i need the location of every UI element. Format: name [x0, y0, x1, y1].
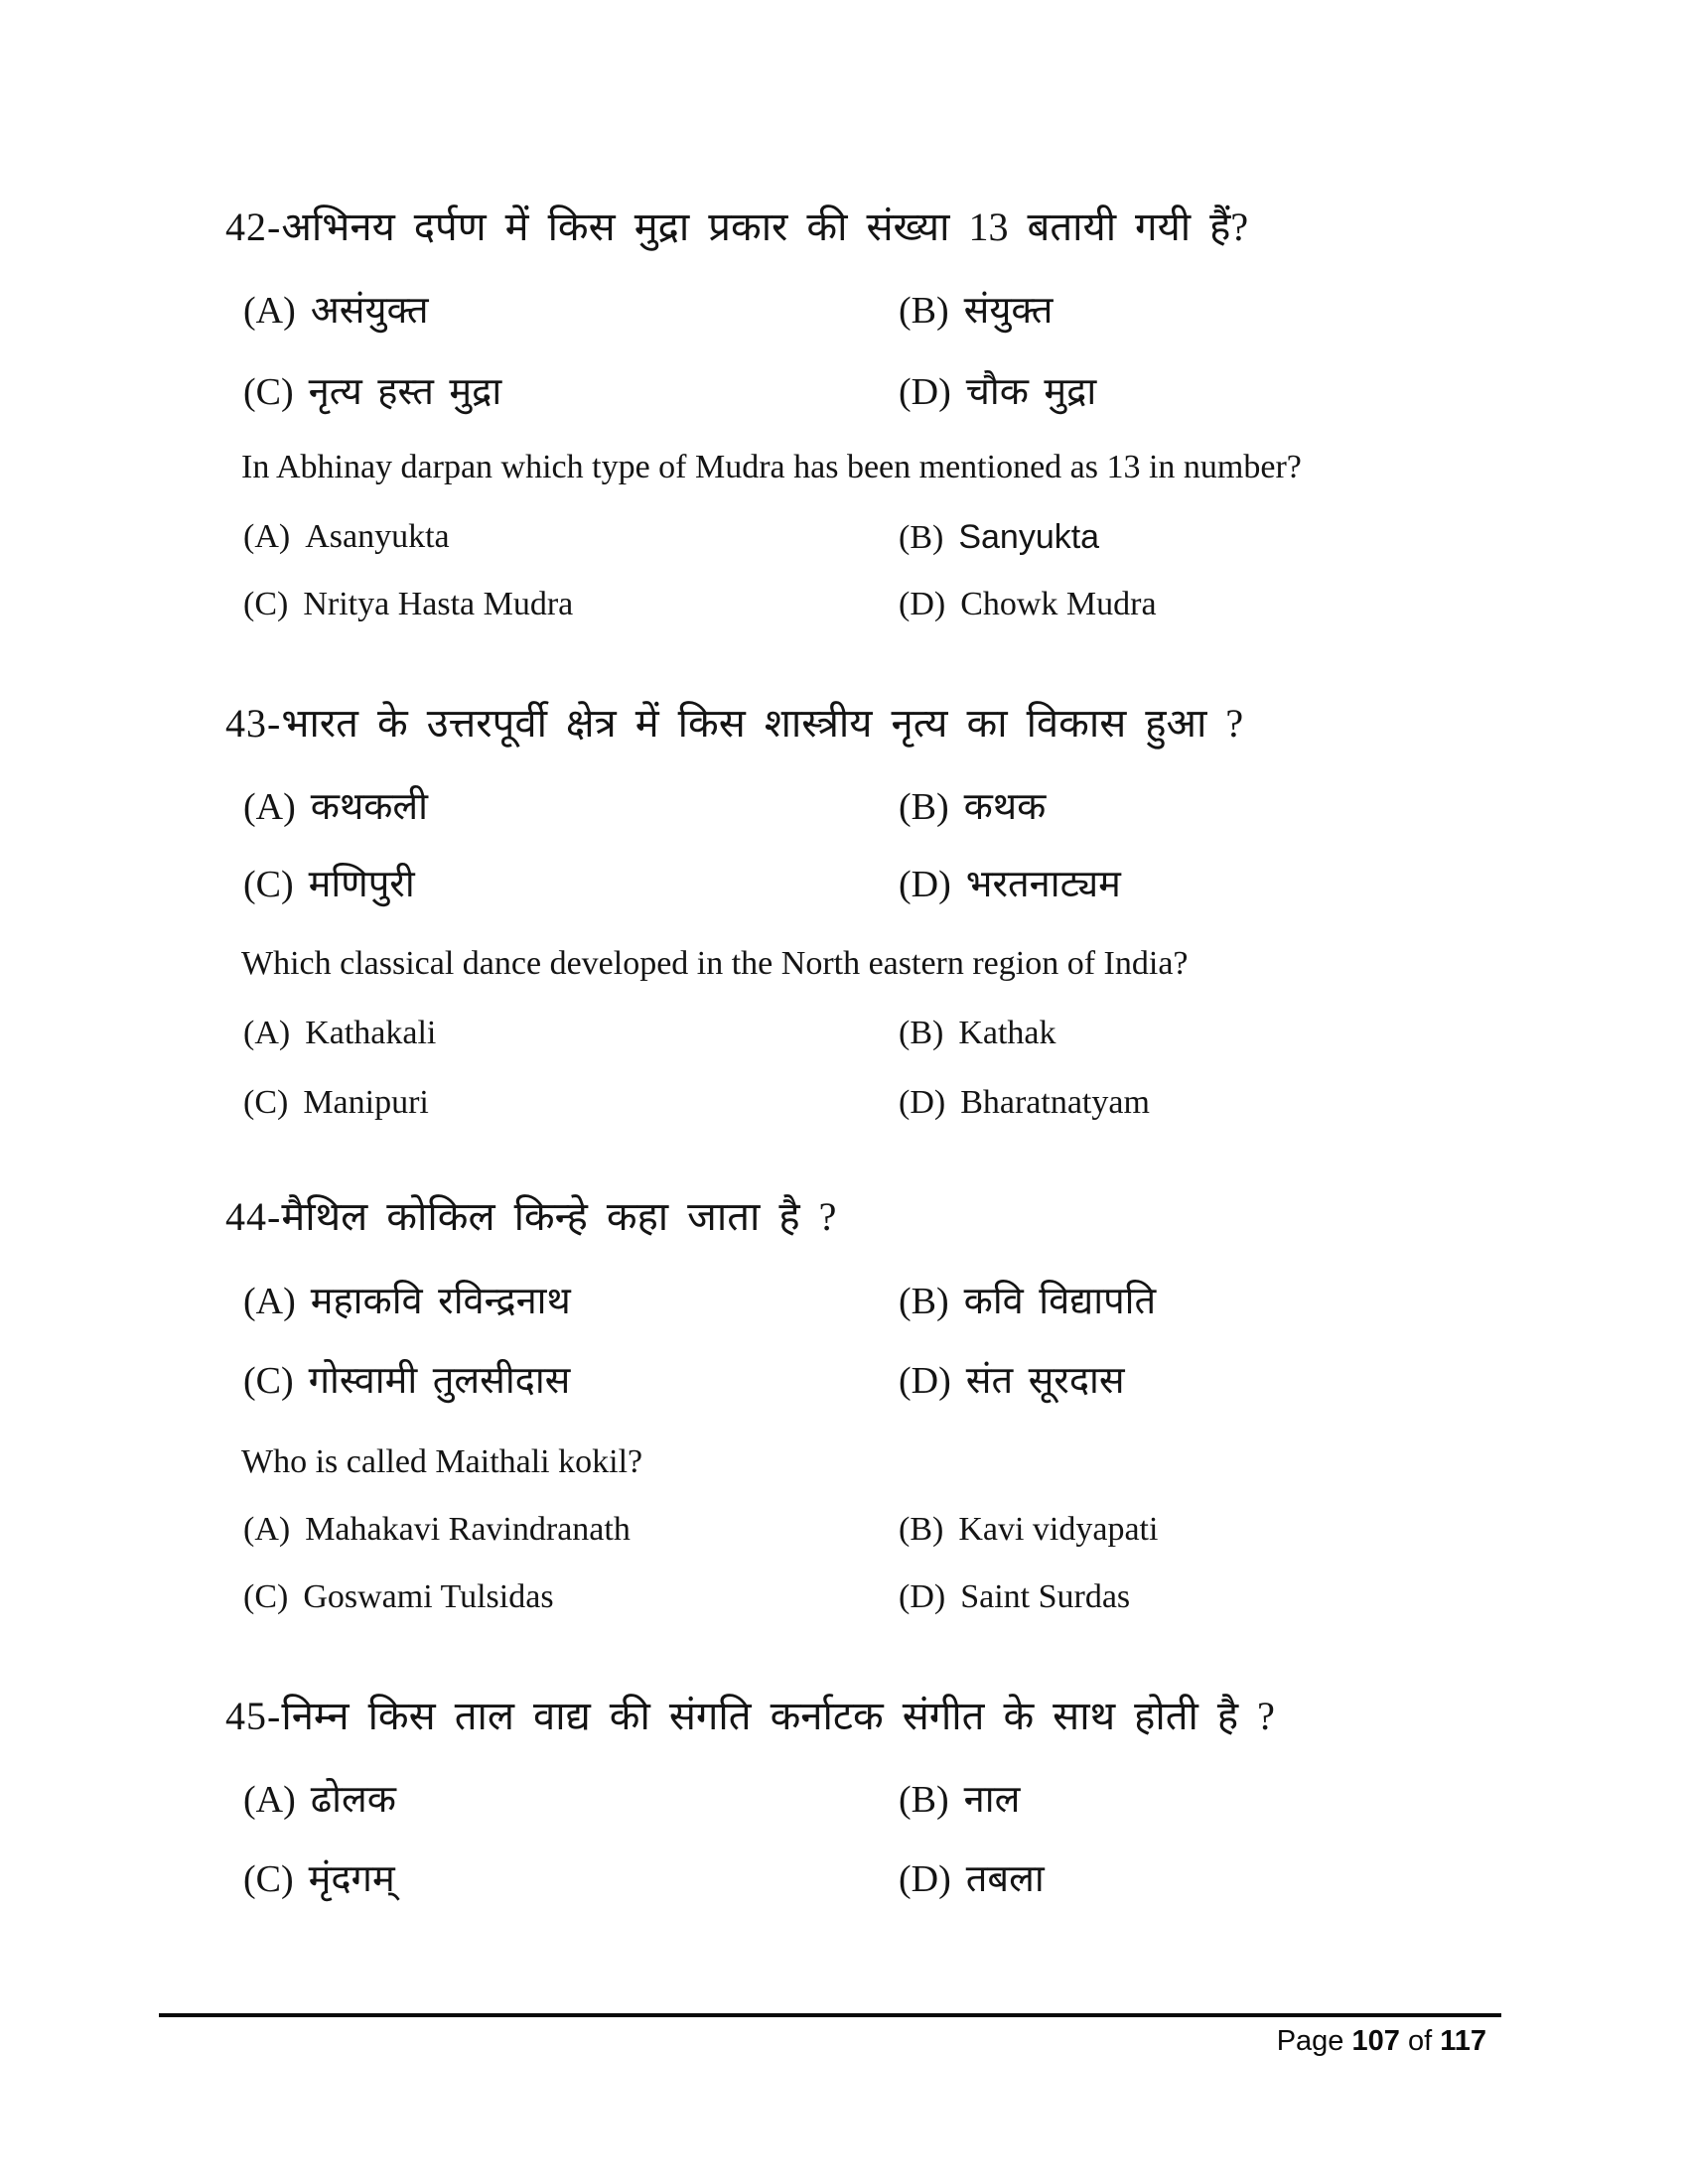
question-44-hindi-text: मैथिल कोकिल किन्हे कहा जाता है ?: [281, 1194, 837, 1239]
question-44-hindi-options-row-1: [0, 1279, 1688, 1330]
option-label: (D): [899, 586, 946, 622]
option-label: (A): [243, 786, 296, 828]
question-43-hindi-option-d: [899, 862, 1121, 907]
page-number-total: 117: [1440, 2025, 1486, 2057]
question-42-hindi-option-d: [899, 369, 1096, 415]
option-label: (C): [243, 1858, 294, 1900]
question-42-hindi-option-a: [243, 288, 429, 334]
option-text: कथक: [963, 786, 1047, 828]
question-42-hindi-option-b: [899, 288, 1053, 334]
question-43-number: 43-: [225, 701, 282, 746]
option-label: (A): [243, 1281, 296, 1322]
option-text: मणिपुरी: [308, 864, 415, 905]
option-text: ढोलक: [310, 1779, 396, 1821]
option-label: (A): [243, 1511, 291, 1548]
question-44-number: 44-: [225, 1194, 282, 1239]
option-text: Asanyukta: [305, 518, 450, 555]
option-text: भरतनाट्यम: [965, 864, 1121, 905]
option-label: (C): [243, 1578, 289, 1615]
question-45-hindi-line: [225, 1693, 1275, 1740]
option-label: (A): [243, 518, 291, 555]
question-44-english-options-row-1: [0, 1509, 1688, 1561]
option-text: असंयुक्त: [310, 290, 429, 332]
page-number-label: Page: [1276, 2025, 1344, 2057]
option-label: (B): [899, 786, 949, 828]
question-42-hindi-line: [225, 204, 1248, 251]
question-43-hindi-line: [225, 700, 1243, 748]
question-44-english-option-d: [899, 1576, 1130, 1618]
question-42-hindi-option-c: [243, 369, 501, 415]
option-label: (C): [243, 1360, 294, 1402]
option-text: संत सूरदास: [965, 1360, 1125, 1402]
question-42-english-option-c: [243, 584, 573, 625]
question-44-hindi-options-row-2: [0, 1358, 1688, 1410]
question-45-hindi-option-c: [243, 1856, 395, 1902]
option-text: संयुक्त: [963, 290, 1054, 332]
option-text: चौक मुद्रा: [965, 371, 1097, 413]
option-label: (A): [243, 1779, 296, 1821]
question-42-number: 42-: [225, 205, 282, 249]
question-43-hindi-text: भारत के उत्तरपूर्वी क्षेत्र में किस शास्त्रीय नृत्य का विकास हुआ ?: [281, 701, 1244, 746]
option-label: (D): [899, 1578, 946, 1615]
question-43-english-option-d: [899, 1082, 1150, 1124]
option-text: महाकवि रविन्द्रनाथ: [310, 1281, 571, 1322]
question-43-english-options-row-1: [0, 1013, 1688, 1064]
option-text: गोस्वामी तुलसीदास: [308, 1360, 571, 1402]
question-45-hindi-options-row-1: [0, 1777, 1688, 1829]
question-45-hindi-text: निम्न किस ताल वाद्य की संगति कर्नाटक संगीत के साथ होती है ?: [281, 1694, 1275, 1738]
page-number-of: of: [1407, 2025, 1433, 2057]
question-42-english-option-b: [899, 516, 1099, 559]
option-text: Kathakali: [305, 1015, 437, 1051]
option-label: (B): [899, 1511, 944, 1548]
option-text: Kathak: [958, 1015, 1056, 1051]
option-text: Manipuri: [303, 1084, 429, 1121]
question-43-english-text: Which classical dance developed in the North eastern region of India?: [241, 945, 1189, 982]
page-number-current: 107: [1351, 2025, 1400, 2057]
question-42-hindi-options-row-1: [0, 288, 1688, 340]
question-43-hindi-options-row-2: [0, 862, 1688, 913]
question-43-hindi-option-c: [243, 862, 415, 907]
option-text: नाल: [963, 1779, 1021, 1821]
option-label: (B): [899, 290, 949, 332]
question-45-hindi-option-a: [243, 1777, 396, 1823]
question-42-hindi-text: अभिनय दर्पण में किस मुद्रा प्रकार की संख्या 13 बतायी गयी हैं?: [281, 205, 1249, 249]
option-label: (B): [899, 519, 944, 556]
question-42-english-option-a: [243, 516, 450, 558]
question-43-english-option-c: [243, 1082, 429, 1124]
option-text: मृंदगम्: [308, 1858, 395, 1900]
question-42-english-options-row-1: [0, 516, 1688, 568]
question-44-hindi-option-c: [243, 1358, 570, 1404]
option-label: (D): [899, 1858, 951, 1900]
option-label: (D): [899, 371, 951, 413]
option-label: (D): [899, 1084, 946, 1121]
question-44-english-option-a: [243, 1509, 631, 1551]
footer-rule: [159, 2013, 1501, 2017]
option-label: (D): [899, 864, 951, 905]
option-label: (C): [243, 371, 294, 413]
option-label: (C): [243, 864, 294, 905]
question-45-number: 45-: [225, 1694, 282, 1738]
option-label: (A): [243, 1015, 291, 1051]
question-43-english-options-row-2: [0, 1082, 1688, 1134]
option-text: Kavi vidyapati: [958, 1511, 1159, 1548]
option-text: Goswami Tulsidas: [303, 1578, 554, 1615]
option-text: Sanyukta: [958, 518, 1100, 556]
option-label: (C): [243, 1084, 289, 1121]
question-44-english-text: Who is called Maithali kokil?: [241, 1443, 643, 1480]
option-text: Saint Surdas: [960, 1578, 1131, 1615]
question-42-english-option-d: [899, 584, 1157, 625]
question-45-hindi-option-d: [899, 1856, 1045, 1902]
question-42-hindi-options-row-2: [0, 369, 1688, 421]
question-43-hindi-option-b: [899, 784, 1046, 830]
option-text: Chowk Mudra: [960, 586, 1157, 622]
question-44-english-option-b: [899, 1509, 1158, 1551]
question-45-hindi-option-b: [899, 1777, 1020, 1823]
question-44-hindi-option-a: [243, 1279, 571, 1324]
option-label: (C): [243, 586, 289, 622]
option-label: (B): [899, 1779, 949, 1821]
option-text: Mahakavi Ravindranath: [305, 1511, 631, 1548]
question-44-hindi-option-b: [899, 1279, 1156, 1324]
option-label: (B): [899, 1015, 944, 1051]
question-42-english-options-row-2: [0, 584, 1688, 635]
question-43-english-option-a: [243, 1013, 436, 1054]
question-45-hindi-options-row-2: [0, 1856, 1688, 1908]
option-text: कवि विद्यापति: [963, 1281, 1157, 1322]
question-42-english-text: In Abhinay darpan which type of Mudra has been mentioned as 13 in number?: [241, 449, 1302, 485]
question-43-hindi-options-row-1: [0, 784, 1688, 836]
option-text: Bharatnatyam: [960, 1084, 1150, 1121]
option-text: Nritya Hasta Mudra: [303, 586, 574, 622]
option-label: (B): [899, 1281, 949, 1322]
option-text: नृत्य हस्त मुद्रा: [308, 371, 502, 413]
option-label: (A): [243, 290, 296, 332]
question-44-hindi-line: [225, 1193, 836, 1241]
question-44-english-option-c: [243, 1576, 554, 1618]
question-43-english-option-b: [899, 1013, 1056, 1054]
option-label: (D): [899, 1360, 951, 1402]
option-text: कथकली: [310, 786, 429, 828]
question-44-hindi-option-d: [899, 1358, 1125, 1404]
question-44-english-options-row-2: [0, 1576, 1688, 1628]
question-43-hindi-option-a: [243, 784, 428, 830]
option-text: तबला: [965, 1858, 1045, 1900]
page-number: [1277, 2023, 1486, 2059]
